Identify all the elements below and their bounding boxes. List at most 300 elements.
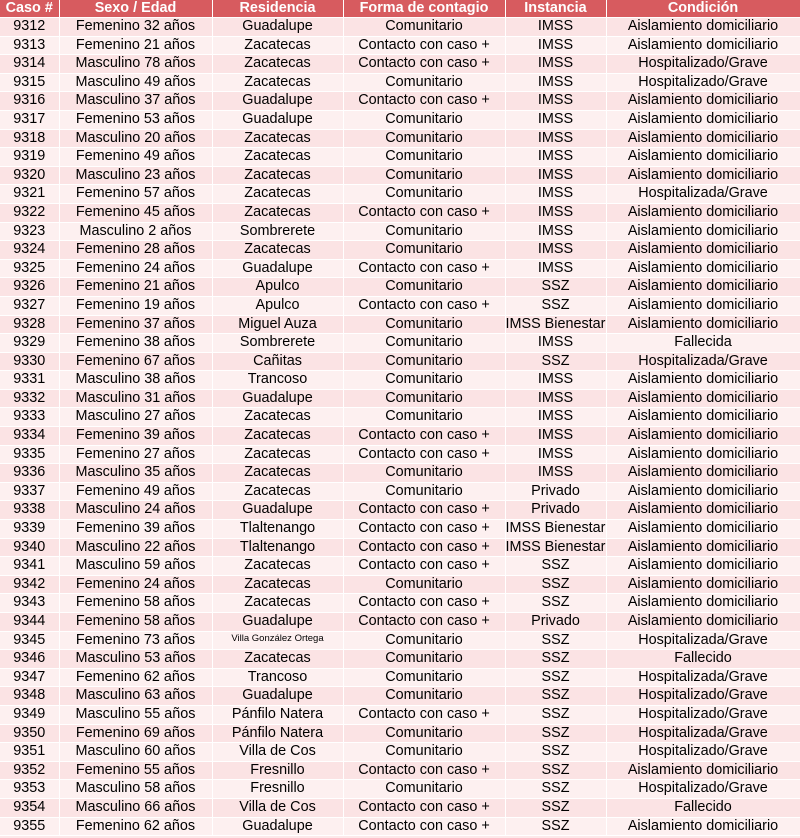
case-number-cell: 9353 <box>0 780 59 799</box>
residence-cell: Guadalupe <box>212 18 343 37</box>
case-number-cell: 9337 <box>0 482 59 501</box>
table-row <box>0 166 800 185</box>
residence-cell: Guadalupe <box>212 259 343 278</box>
institution-cell: IMSS <box>505 445 606 464</box>
institution-cell: SSZ <box>505 557 606 576</box>
case-number-cell: 9342 <box>0 575 59 594</box>
condition-cell: Hospitalizada/Grave <box>606 185 800 204</box>
sex-age-cell: Femenino 21 años <box>59 36 212 55</box>
residence-cell: Miguel Auza <box>212 315 343 334</box>
contagion-cell: Contacto con caso + <box>343 427 505 446</box>
residence-cell: Apulco <box>212 296 343 315</box>
residence-cell: Guadalupe <box>212 501 343 520</box>
institution-cell: IMSS <box>505 166 606 185</box>
residence-cell: Tlaltenango <box>212 538 343 557</box>
institution-cell: SSZ <box>505 798 606 817</box>
residence-cell: Villa de Cos <box>212 798 343 817</box>
sex-age-cell: Masculino 35 años <box>59 464 212 483</box>
contagion-cell: Contacto con caso + <box>343 557 505 576</box>
case-number-cell: 9316 <box>0 92 59 111</box>
institution-cell: SSZ <box>505 724 606 743</box>
institution-cell: SSZ <box>505 278 606 297</box>
contagion-cell: Comunitario <box>343 371 505 390</box>
contagion-cell: Comunitario <box>343 668 505 687</box>
institution-cell: IMSS <box>505 371 606 390</box>
table-body <box>0 18 800 836</box>
condition-cell: Hospitalizada/Grave <box>606 668 800 687</box>
case-number-cell: 9320 <box>0 166 59 185</box>
condition-cell: Fallecido <box>606 798 800 817</box>
institution-cell: SSZ <box>505 631 606 650</box>
institution-cell: IMSS Bienestar <box>505 538 606 557</box>
table-row <box>0 278 800 297</box>
condition-cell: Aislamiento domiciliario <box>606 166 800 185</box>
contagion-cell: Contacto con caso + <box>343 203 505 222</box>
condition-cell: Aislamiento domiciliario <box>606 296 800 315</box>
contagion-cell: Contacto con caso + <box>343 705 505 724</box>
table-row <box>0 743 800 762</box>
case-number-cell: 9333 <box>0 408 59 427</box>
table-row <box>0 427 800 446</box>
contagion-cell: Comunitario <box>343 166 505 185</box>
contagion-cell: Comunitario <box>343 780 505 799</box>
contagion-cell: Comunitario <box>343 315 505 334</box>
condition-cell: Hospitalizado/Grave <box>606 705 800 724</box>
institution-cell: IMSS <box>505 55 606 74</box>
condition-cell: Aislamiento domiciliario <box>606 761 800 780</box>
residence-cell: Zacatecas <box>212 464 343 483</box>
contagion-cell: Comunitario <box>343 222 505 241</box>
contagion-cell: Comunitario <box>343 73 505 92</box>
institution-cell: IMSS <box>505 464 606 483</box>
table-row <box>0 352 800 371</box>
contagion-cell: Comunitario <box>343 389 505 408</box>
contagion-cell: Contacto con caso + <box>343 92 505 111</box>
condition-cell: Hospitalizada/Grave <box>606 724 800 743</box>
table-row <box>0 482 800 501</box>
institution-cell: SSZ <box>505 296 606 315</box>
residence-cell: Zacatecas <box>212 445 343 464</box>
table-row <box>0 371 800 390</box>
table-row <box>0 687 800 706</box>
sex-age-cell: Masculino 63 años <box>59 687 212 706</box>
header-caso: Caso # <box>0 0 59 18</box>
case-number-cell: 9355 <box>0 817 59 836</box>
header-forma-contagio: Forma de contagio <box>343 0 505 18</box>
residence-cell: Fresnillo <box>212 780 343 799</box>
institution-cell: IMSS <box>505 148 606 167</box>
institution-cell: SSZ <box>505 817 606 836</box>
condition-cell: Aislamiento domiciliario <box>606 222 800 241</box>
sex-age-cell: Femenino 28 años <box>59 241 212 260</box>
condition-cell: Fallecido <box>606 650 800 669</box>
case-number-cell: 9341 <box>0 557 59 576</box>
case-number-cell: 9328 <box>0 315 59 334</box>
residence-cell: Zacatecas <box>212 166 343 185</box>
sex-age-cell: Femenino 57 años <box>59 185 212 204</box>
institution-cell: IMSS <box>505 427 606 446</box>
table-row <box>0 92 800 111</box>
contagion-cell: Contacto con caso + <box>343 520 505 539</box>
table-row <box>0 724 800 743</box>
contagion-cell: Comunitario <box>343 278 505 297</box>
condition-cell: Aislamiento domiciliario <box>606 445 800 464</box>
table-row <box>0 18 800 37</box>
table-row <box>0 148 800 167</box>
table-row <box>0 222 800 241</box>
institution-cell: IMSS <box>505 222 606 241</box>
institution-cell: SSZ <box>505 668 606 687</box>
case-number-cell: 9317 <box>0 110 59 129</box>
sex-age-cell: Femenino 21 años <box>59 278 212 297</box>
condition-cell: Fallecida <box>606 334 800 353</box>
sex-age-cell: Femenino 19 años <box>59 296 212 315</box>
case-number-cell: 9340 <box>0 538 59 557</box>
institution-cell: IMSS <box>505 241 606 260</box>
contagion-cell: Comunitario <box>343 334 505 353</box>
table-row <box>0 668 800 687</box>
institution-cell: Privado <box>505 501 606 520</box>
institution-cell: SSZ <box>505 705 606 724</box>
sex-age-cell: Femenino 69 años <box>59 724 212 743</box>
case-number-cell: 9354 <box>0 798 59 817</box>
sex-age-cell: Masculino 58 años <box>59 780 212 799</box>
contagion-cell: Comunitario <box>343 18 505 37</box>
institution-cell: IMSS <box>505 36 606 55</box>
contagion-cell: Contacto con caso + <box>343 55 505 74</box>
sex-age-cell: Femenino 24 años <box>59 259 212 278</box>
residence-cell: Villa de Cos <box>212 743 343 762</box>
condition-cell: Aislamiento domiciliario <box>606 613 800 632</box>
residence-cell: Pánfilo Natera <box>212 705 343 724</box>
residence-cell: Zacatecas <box>212 73 343 92</box>
table-row <box>0 817 800 836</box>
residence-cell: Pánfilo Natera <box>212 724 343 743</box>
sex-age-cell: Femenino 38 años <box>59 334 212 353</box>
contagion-cell: Comunitario <box>343 352 505 371</box>
table-row <box>0 445 800 464</box>
residence-cell: Zacatecas <box>212 557 343 576</box>
residence-cell: Trancoso <box>212 668 343 687</box>
case-number-cell: 9314 <box>0 55 59 74</box>
residence-cell: Guadalupe <box>212 110 343 129</box>
table-row <box>0 761 800 780</box>
table-header <box>0 0 800 18</box>
institution-cell: Privado <box>505 482 606 501</box>
case-number-cell: 9319 <box>0 148 59 167</box>
institution-cell: IMSS <box>505 73 606 92</box>
condition-cell: Aislamiento domiciliario <box>606 241 800 260</box>
sex-age-cell: Masculino 49 años <box>59 73 212 92</box>
condition-cell: Aislamiento domiciliario <box>606 408 800 427</box>
residence-cell: Sombrerete <box>212 222 343 241</box>
residence-cell: Zacatecas <box>212 55 343 74</box>
institution-cell: IMSS <box>505 92 606 111</box>
institution-cell: SSZ <box>505 650 606 669</box>
institution-cell: SSZ <box>505 780 606 799</box>
institution-cell: IMSS Bienestar <box>505 315 606 334</box>
institution-cell: SSZ <box>505 743 606 762</box>
contagion-cell: Contacto con caso + <box>343 817 505 836</box>
sex-age-cell: Femenino 58 años <box>59 613 212 632</box>
case-number-cell: 9326 <box>0 278 59 297</box>
sex-age-cell: Masculino 60 años <box>59 743 212 762</box>
residence-cell: Zacatecas <box>212 148 343 167</box>
contagion-cell: Contacto con caso + <box>343 501 505 520</box>
residence-cell: Zacatecas <box>212 241 343 260</box>
institution-cell: IMSS <box>505 259 606 278</box>
case-number-cell: 9318 <box>0 129 59 148</box>
contagion-cell: Comunitario <box>343 408 505 427</box>
sex-age-cell: Masculino 27 años <box>59 408 212 427</box>
institution-cell: IMSS <box>505 334 606 353</box>
condition-cell: Hospitalizado/Grave <box>606 687 800 706</box>
condition-cell: Aislamiento domiciliario <box>606 501 800 520</box>
institution-cell: IMSS <box>505 110 606 129</box>
institution-cell: IMSS <box>505 129 606 148</box>
condition-cell: Aislamiento domiciliario <box>606 278 800 297</box>
case-number-cell: 9321 <box>0 185 59 204</box>
sex-age-cell: Masculino 55 años <box>59 705 212 724</box>
case-number-cell: 9345 <box>0 631 59 650</box>
case-number-cell: 9331 <box>0 371 59 390</box>
residence-cell: Guadalupe <box>212 687 343 706</box>
table-row <box>0 36 800 55</box>
condition-cell: Hospitalizada/Grave <box>606 352 800 371</box>
contagion-cell: Contacto con caso + <box>343 296 505 315</box>
sex-age-cell: Femenino 58 años <box>59 594 212 613</box>
contagion-cell: Comunitario <box>343 241 505 260</box>
case-number-cell: 9339 <box>0 520 59 539</box>
sex-age-cell: Masculino 59 años <box>59 557 212 576</box>
residence-cell: Zacatecas <box>212 203 343 222</box>
condition-cell: Aislamiento domiciliario <box>606 594 800 613</box>
case-number-cell: 9350 <box>0 724 59 743</box>
condition-cell: Aislamiento domiciliario <box>606 148 800 167</box>
condition-cell: Aislamiento domiciliario <box>606 315 800 334</box>
institution-cell: IMSS <box>505 389 606 408</box>
institution-cell: SSZ <box>505 687 606 706</box>
table-row <box>0 594 800 613</box>
sex-age-cell: Masculino 66 años <box>59 798 212 817</box>
condition-cell: Aislamiento domiciliario <box>606 817 800 836</box>
contagion-cell: Contacto con caso + <box>343 613 505 632</box>
condition-cell: Aislamiento domiciliario <box>606 203 800 222</box>
case-number-cell: 9327 <box>0 296 59 315</box>
condition-cell: Aislamiento domiciliario <box>606 520 800 539</box>
header-instancia: Instancia <box>505 0 606 18</box>
sex-age-cell: Masculino 2 años <box>59 222 212 241</box>
condition-cell: Aislamiento domiciliario <box>606 110 800 129</box>
sex-age-cell: Masculino 31 años <box>59 389 212 408</box>
institution-cell: IMSS <box>505 203 606 222</box>
condition-cell: Hospitalizado/Grave <box>606 55 800 74</box>
residence-cell: Sombrerete <box>212 334 343 353</box>
case-number-cell: 9322 <box>0 203 59 222</box>
residence-cell: Villa González Ortega <box>212 631 343 650</box>
case-number-cell: 9332 <box>0 389 59 408</box>
residence-cell: Zacatecas <box>212 594 343 613</box>
sex-age-cell: Femenino 24 años <box>59 575 212 594</box>
table-row <box>0 408 800 427</box>
contagion-cell: Comunitario <box>343 464 505 483</box>
sex-age-cell: Femenino 27 años <box>59 445 212 464</box>
case-number-cell: 9323 <box>0 222 59 241</box>
sex-age-cell: Femenino 37 años <box>59 315 212 334</box>
residence-cell: Guadalupe <box>212 92 343 111</box>
sex-age-cell: Femenino 62 años <box>59 668 212 687</box>
institution-cell: IMSS <box>505 18 606 37</box>
case-number-cell: 9330 <box>0 352 59 371</box>
table-row <box>0 55 800 74</box>
institution-cell: SSZ <box>505 352 606 371</box>
table-row <box>0 464 800 483</box>
case-number-cell: 9348 <box>0 687 59 706</box>
case-number-cell: 9347 <box>0 668 59 687</box>
condition-cell: Hospitalizado/Grave <box>606 743 800 762</box>
residence-cell: Guadalupe <box>212 389 343 408</box>
sex-age-cell: Femenino 39 años <box>59 520 212 539</box>
contagion-cell: Contacto con caso + <box>343 798 505 817</box>
condition-cell: Aislamiento domiciliario <box>606 482 800 501</box>
contagion-cell: Comunitario <box>343 110 505 129</box>
contagion-cell: Comunitario <box>343 631 505 650</box>
case-number-cell: 9335 <box>0 445 59 464</box>
table-row <box>0 557 800 576</box>
table-row <box>0 185 800 204</box>
sex-age-cell: Masculino 37 años <box>59 92 212 111</box>
residence-cell: Zacatecas <box>212 185 343 204</box>
case-number-cell: 9313 <box>0 36 59 55</box>
contagion-cell: Comunitario <box>343 575 505 594</box>
condition-cell: Aislamiento domiciliario <box>606 389 800 408</box>
case-number-cell: 9329 <box>0 334 59 353</box>
residence-cell: Apulco <box>212 278 343 297</box>
case-number-cell: 9346 <box>0 650 59 669</box>
contagion-cell: Contacto con caso + <box>343 761 505 780</box>
condition-cell: Aislamiento domiciliario <box>606 129 800 148</box>
case-number-cell: 9338 <box>0 501 59 520</box>
condition-cell: Aislamiento domiciliario <box>606 464 800 483</box>
residence-cell: Fresnillo <box>212 761 343 780</box>
sex-age-cell: Femenino 49 años <box>59 482 212 501</box>
sex-age-cell: Masculino 38 años <box>59 371 212 390</box>
contagion-cell: Comunitario <box>343 129 505 148</box>
table-row <box>0 73 800 92</box>
condition-cell: Aislamiento domiciliario <box>606 427 800 446</box>
residence-cell: Zacatecas <box>212 36 343 55</box>
table-row <box>0 259 800 278</box>
residence-cell: Tlaltenango <box>212 520 343 539</box>
residence-cell: Cañitas <box>212 352 343 371</box>
sex-age-cell: Femenino 55 años <box>59 761 212 780</box>
sex-age-cell: Femenino 53 años <box>59 110 212 129</box>
residence-cell: Guadalupe <box>212 613 343 632</box>
contagion-cell: Comunitario <box>343 650 505 669</box>
contagion-cell: Contacto con caso + <box>343 445 505 464</box>
sex-age-cell: Masculino 53 años <box>59 650 212 669</box>
table-row <box>0 501 800 520</box>
table-row <box>0 389 800 408</box>
contagion-cell: Comunitario <box>343 743 505 762</box>
table-row <box>0 613 800 632</box>
case-number-cell: 9343 <box>0 594 59 613</box>
table-row <box>0 315 800 334</box>
case-number-cell: 9325 <box>0 259 59 278</box>
sex-age-cell: Femenino 32 años <box>59 18 212 37</box>
sex-age-cell: Femenino 73 años <box>59 631 212 650</box>
condition-cell: Aislamiento domiciliario <box>606 371 800 390</box>
table-row <box>0 538 800 557</box>
condition-cell: Hospitalizada/Grave <box>606 631 800 650</box>
contagion-cell: Contacto con caso + <box>343 538 505 557</box>
institution-cell: SSZ <box>505 761 606 780</box>
institution-cell: IMSS <box>505 408 606 427</box>
condition-cell: Aislamiento domiciliario <box>606 575 800 594</box>
table-row <box>0 631 800 650</box>
institution-cell: Privado <box>505 613 606 632</box>
residence-cell: Zacatecas <box>212 650 343 669</box>
case-number-cell: 9344 <box>0 613 59 632</box>
header-sexo-edad: Sexo / Edad <box>59 0 212 18</box>
condition-cell: Aislamiento domiciliario <box>606 557 800 576</box>
residence-cell: Zacatecas <box>212 575 343 594</box>
table-row <box>0 650 800 669</box>
table-row <box>0 241 800 260</box>
sex-age-cell: Masculino 22 años <box>59 538 212 557</box>
table-row <box>0 575 800 594</box>
contagion-cell: Comunitario <box>343 687 505 706</box>
institution-cell: SSZ <box>505 575 606 594</box>
residence-cell: Trancoso <box>212 371 343 390</box>
sex-age-cell: Masculino 20 años <box>59 129 212 148</box>
sex-age-cell: Masculino 24 años <box>59 501 212 520</box>
residence-cell: Zacatecas <box>212 408 343 427</box>
header-condicion: Condición <box>606 0 800 18</box>
institution-cell: IMSS <box>505 185 606 204</box>
residence-cell: Zacatecas <box>212 427 343 446</box>
sex-age-cell: Femenino 49 años <box>59 148 212 167</box>
sex-age-cell: Femenino 39 años <box>59 427 212 446</box>
table-row <box>0 334 800 353</box>
case-number-cell: 9315 <box>0 73 59 92</box>
header-residencia: Residencia <box>212 0 343 18</box>
sex-age-cell: Femenino 45 años <box>59 203 212 222</box>
sex-age-cell: Masculino 23 años <box>59 166 212 185</box>
case-number-cell: 9334 <box>0 427 59 446</box>
table-row <box>0 798 800 817</box>
sex-age-cell: Masculino 78 años <box>59 55 212 74</box>
table-row <box>0 705 800 724</box>
condition-cell: Hospitalizado/Grave <box>606 780 800 799</box>
table-row <box>0 520 800 539</box>
table-row <box>0 203 800 222</box>
institution-cell: IMSS Bienestar <box>505 520 606 539</box>
condition-cell: Aislamiento domiciliario <box>606 538 800 557</box>
residence-cell: Zacatecas <box>212 129 343 148</box>
condition-cell: Aislamiento domiciliario <box>606 36 800 55</box>
case-number-cell: 9312 <box>0 18 59 37</box>
table-row <box>0 110 800 129</box>
table-row <box>0 780 800 799</box>
contagion-cell: Contacto con caso + <box>343 259 505 278</box>
residence-cell: Guadalupe <box>212 817 343 836</box>
institution-cell: SSZ <box>505 594 606 613</box>
contagion-cell: Comunitario <box>343 148 505 167</box>
table-row <box>0 129 800 148</box>
case-number-cell: 9349 <box>0 705 59 724</box>
case-number-cell: 9351 <box>0 743 59 762</box>
